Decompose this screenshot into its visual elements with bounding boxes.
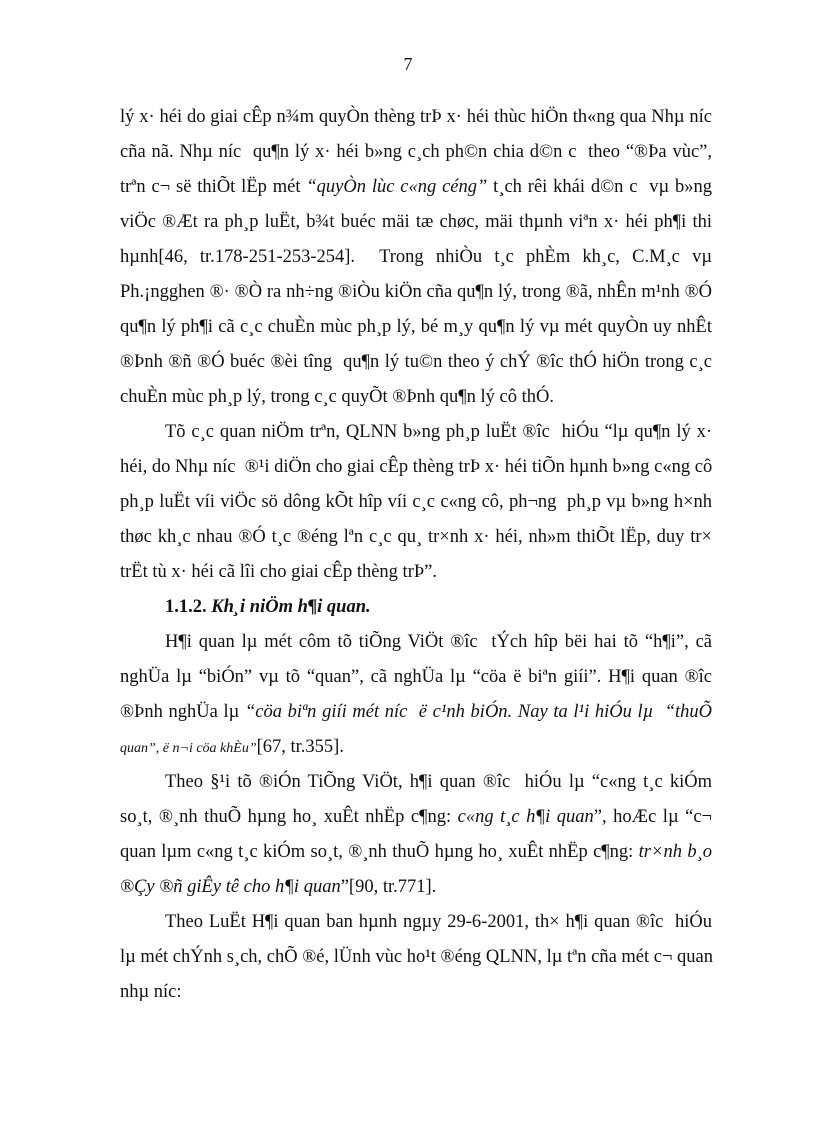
text-segment: ®Þnh ®ñ ®Ó buéc ®èi tîng qu¶n lý tu©n theo ý chÝ ®îc thÓ hiÖn trong c¸c xyxy=(120,352,712,372)
text-segment: ”, hoÆc lµ “c¬ xyxy=(593,807,712,827)
text-line xyxy=(120,245,712,269)
text-segment: Theo LuËt H¶i quan ban hµnh ngµy 29-6-2001, th× h¶i quan ®îc hiÓu xyxy=(165,912,712,932)
text-line xyxy=(120,105,712,129)
text-line xyxy=(120,980,712,1004)
text-line xyxy=(120,665,712,689)
text-line xyxy=(120,735,712,759)
italic-text: Kh¸i niÖm h¶i quan. xyxy=(211,597,371,617)
text-segment: 1.1.2. xyxy=(165,597,212,617)
text-segment: ”[90, tr.771]. xyxy=(340,877,437,897)
text-line xyxy=(120,840,712,864)
text-segment: viÖc ®Æt ra ph¸p luËt, b¾t buéc mäi tæ chøc, mäi thµnh viªn x· héi ph¶i thi xyxy=(120,212,712,232)
text-segment: Ph.¡ngghen ®· ®Ò ra nh÷ng ®iÒu kiÖn cña qu¶n lý, trong ®ã, nhÊn m¹nh ®Ó xyxy=(120,282,712,302)
text-segment: Theo §¹i tõ ®iÓn TiÕng ViÖt, h¶i quan ®îc hiÓu lµ “c«ng t¸c kiÓm xyxy=(165,772,712,792)
text-line xyxy=(165,630,712,654)
text-segment: ph¸p luËt víi viÖc sö dông kÕt hîp víi c¸c c«ng cô, ph¬ng ph¸p vµ b»ng h×nh xyxy=(120,492,712,512)
text-segment: lý x· héi do giai cÊp n¾m quyÒn thèng trÞ x· héi thùc hiÖn th«ng qua Nhµ níc xyxy=(120,107,712,127)
text-segment: héi, do Nhµ níc ®¹i diÖn cho giai cÊp thèng trÞ x· héi tiÕn hµnh b»ng c«ng cô xyxy=(120,457,713,477)
text-line xyxy=(120,210,712,234)
text-line xyxy=(120,455,712,479)
text-segment: nghÜa lµ “biÓn” vµ tõ “quan”, cã nghÜa lµ “cöa ë biªn giíi”. H¶i quan ®îc xyxy=(120,667,712,687)
text-segment: nhµ níc: xyxy=(120,982,182,1002)
text-line xyxy=(120,315,712,339)
text-segment: t¸ch rêi khái d©n c vµ b»ng xyxy=(487,177,712,197)
text-line xyxy=(165,910,712,934)
text-segment: Tõ c¸c quan niÖm trªn, QLNN b»ng ph¸p luËt ®îc hiÓu “lµ qu¶n lý x· xyxy=(165,422,712,442)
text-segment: ®Þnh nghÜa lµ xyxy=(120,702,245,722)
text-line xyxy=(120,350,712,374)
text-segment: qu¶n lý ph¶i cã c¸c chuÈn mùc ph¸p lý, bé m¸y qu¶n lý vµ mét quyÒn uy nhÊt xyxy=(120,317,712,337)
text-segment: [67, tr.355]. xyxy=(256,737,344,757)
text-segment: trËt tù x· héi cã lîi cho giai cÊp thèng trÞ”. xyxy=(120,562,437,582)
text-line xyxy=(120,945,712,969)
text-segment: chuÈn mùc ph¸p lý, trong c¸c quyÕt ®Þnh qu¶n lý cô thÓ. xyxy=(120,387,555,407)
section-heading xyxy=(165,595,712,619)
text-segment: trªn c¬ së thiÕt lËp mét xyxy=(120,177,307,197)
text-line xyxy=(120,175,712,199)
italic-text: quan”, ë n¬i cöa khÈu” xyxy=(120,741,257,756)
text-line xyxy=(120,280,712,304)
text-segment: lµ mét chÝnh s¸ch, chÕ ®é, lÜnh vùc ho¹t ®éng QLNN, lµ tªn cña mét c¬ quan xyxy=(120,947,714,967)
text-line xyxy=(120,875,712,899)
italic-text: ®Çy ®ñ giÊy tê cho h¶i quan xyxy=(120,877,341,897)
text-line xyxy=(120,805,712,829)
italic-text: “cöa biªn giíi mét níc ë c¹nh biÓn. Nay ta l¹i hiÓu lµ “thuÕ xyxy=(244,702,712,722)
text-line xyxy=(165,770,712,794)
text-line xyxy=(120,525,712,549)
text-segment: cña nã. Nhµ níc qu¶n lý x· héi b»ng c¸ch ph©n chia d©n c theo “®Þa vùc”, xyxy=(120,142,712,162)
text-line xyxy=(120,140,712,164)
text-segment: so¸t, ®¸nh thuÕ hµng ho¸ xuÊt nhËp c¶ng: xyxy=(120,807,458,827)
text-segment: thøc kh¸c nhau ®Ó t¸c ®éng lªn c¸c qu¸ tr×nh x· héi, nh»m thiÕt lËp, duy tr× xyxy=(120,527,712,547)
text-line xyxy=(120,385,712,409)
text-line xyxy=(120,560,712,584)
text-line xyxy=(165,420,712,444)
text-segment: quan lµm c«ng t¸c kiÓm so¸t, ®¸nh thuÕ hµng ho¸ xuÊt nhËp c¶ng: xyxy=(120,842,639,862)
italic-text: tr×nh b¸o xyxy=(638,842,713,862)
text-segment: hµnh[46, tr.178-251-253-254]. Trong nhiÒu t¸c phÈm kh¸c, C.M¸c vµ xyxy=(120,247,712,267)
italic-text: “quyÒn lùc c«ng céng” xyxy=(306,177,488,197)
text-line xyxy=(120,700,712,724)
page-number: 7 xyxy=(403,54,413,74)
text-line xyxy=(120,490,712,514)
text-segment: H¶i quan lµ mét côm tõ tiÕng ViÖt ®îc tÝch hîp bëi hai tõ “h¶i”, cã xyxy=(165,632,712,652)
italic-text: c«ng t¸c h¶i quan xyxy=(457,807,594,827)
